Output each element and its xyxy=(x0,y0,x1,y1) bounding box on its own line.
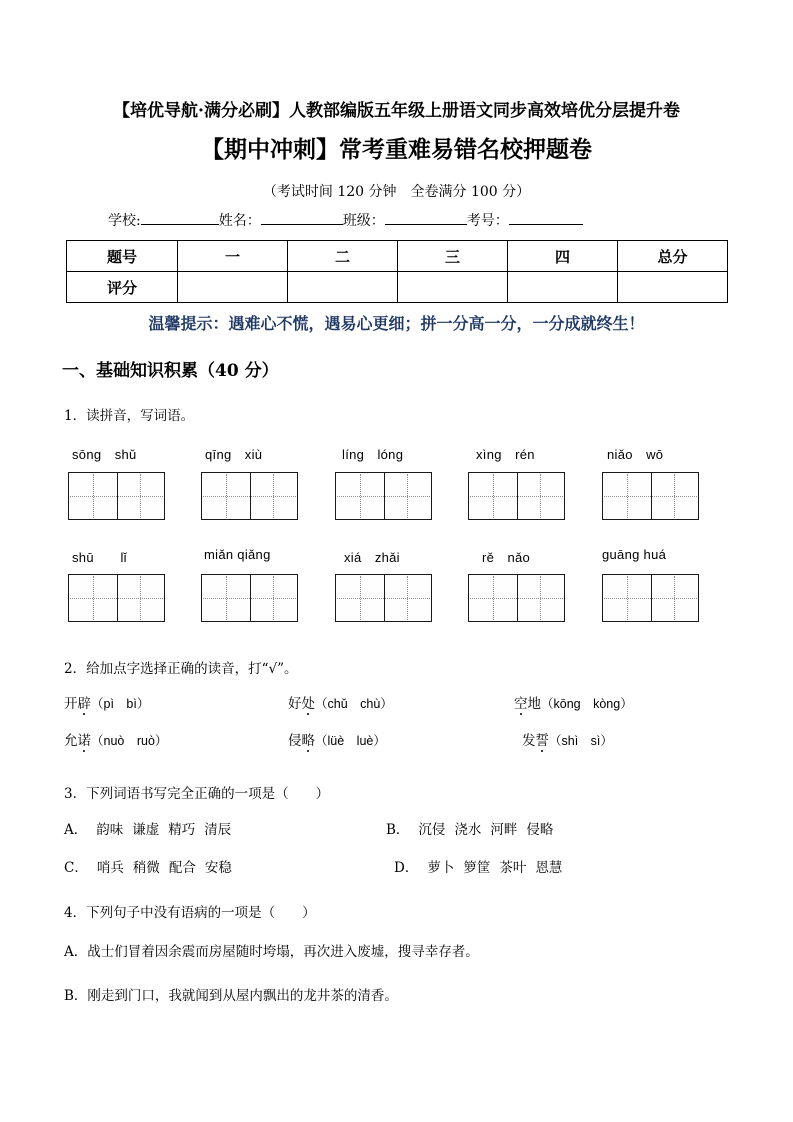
score-table-cell: 总分 xyxy=(618,241,728,272)
dotted-char: 处 xyxy=(302,692,316,712)
score-entry-cell[interactable] xyxy=(618,272,728,303)
option-letter: A． xyxy=(64,944,88,960)
word-tail: 地 xyxy=(527,696,541,712)
option-word: 稍微 xyxy=(132,860,160,876)
exam-info: （考试时间 120 分钟 全卷满分 100 分） xyxy=(262,184,531,200)
option-text: 刚走到门口，我就闻到从屋内飘出的龙井茶的清香。 xyxy=(87,988,398,1004)
pronunciation-choice[interactable] xyxy=(64,692,149,712)
word-plain: 允 xyxy=(64,733,78,749)
name-input[interactable] xyxy=(261,209,343,225)
question-3-options-row-1 xyxy=(64,818,754,838)
exam-no-input[interactable] xyxy=(509,209,583,225)
dotted-char: 略 xyxy=(302,729,316,749)
school-input[interactable] xyxy=(141,209,219,225)
tianzige-row-2 xyxy=(64,574,744,624)
pronunciation-choice[interactable] xyxy=(514,692,633,712)
option-word: 精巧 xyxy=(168,822,196,838)
exam-no-label: 考号： xyxy=(466,213,509,229)
score-table-cell: 题号 xyxy=(67,241,178,272)
pronunciation-choice[interactable] xyxy=(288,729,386,749)
option-word: 配合 xyxy=(168,860,196,876)
option-word: 侵略 xyxy=(526,822,554,838)
score-table-cell: 三 xyxy=(398,241,508,272)
pinyin-label: guāng huá xyxy=(602,547,667,562)
question-2-row-2 xyxy=(64,729,754,751)
score-entry-cell[interactable] xyxy=(508,272,618,303)
option-word: 谦虚 xyxy=(132,822,160,838)
reading-options: （kōng kòng） xyxy=(541,697,633,711)
pinyin-label: sōng shǔ xyxy=(72,447,137,462)
word-plain: 好 xyxy=(288,696,302,712)
score-entry-cell[interactable] xyxy=(398,272,508,303)
identity-line xyxy=(108,209,728,230)
pinyin-row-2 xyxy=(64,547,744,567)
score-table-cell: 评分 xyxy=(67,272,178,303)
option-word: 沉侵 xyxy=(418,822,446,838)
question-2-prompt: 2．给加点字选择正确的读音，打“√”。 xyxy=(64,661,298,677)
series-title: 【培优导航·满分必刷】人教部编版五年级上册语文同步高效培优分层提升卷 xyxy=(113,101,680,121)
question-3-options-row-2 xyxy=(64,856,754,876)
pinyin-label: qīng xiù xyxy=(205,447,263,462)
option-letter: D． xyxy=(394,860,419,876)
table-row xyxy=(67,241,728,272)
tianzige-box[interactable] xyxy=(602,574,699,622)
question-1-prompt: 1．读拼音，写词语。 xyxy=(64,408,195,424)
score-entry-cell[interactable] xyxy=(288,272,398,303)
option-letter: C． xyxy=(64,860,88,876)
table-row xyxy=(67,272,728,303)
option-word: 河畔 xyxy=(490,822,518,838)
pinyin-row-1 xyxy=(64,444,744,464)
paper-title: 【期中冲刺】常考重难易错名校押题卷 xyxy=(201,136,592,163)
reading-options: （pì bì） xyxy=(91,697,150,711)
pronunciation-choice[interactable] xyxy=(522,729,613,749)
tianzige-row-1 xyxy=(64,472,744,522)
tianzige-box[interactable] xyxy=(335,574,432,622)
school-label: 学校: xyxy=(108,213,141,229)
tianzige-box[interactable] xyxy=(68,472,165,520)
question-4-prompt: 4．下列句子中没有语病的一项是（ ） xyxy=(64,905,316,921)
class-label: 班级： xyxy=(342,213,385,229)
option-word: 萝卜 xyxy=(427,860,455,876)
option-b[interactable] xyxy=(386,818,553,838)
dotted-char: 诺 xyxy=(78,729,92,749)
reading-options: （nuò ruò） xyxy=(91,734,168,748)
word-plain: 发 xyxy=(522,733,536,749)
pronunciation-choice[interactable] xyxy=(288,692,393,712)
score-table xyxy=(66,240,728,303)
reading-options: （chǔ chù） xyxy=(315,697,393,711)
option-word: 安稳 xyxy=(204,860,232,876)
option-d[interactable] xyxy=(394,856,562,876)
tianzige-box[interactable] xyxy=(468,574,565,622)
score-table-cell: 四 xyxy=(508,241,618,272)
score-entry-cell[interactable] xyxy=(178,272,288,303)
dotted-char: 誓 xyxy=(536,729,550,749)
option-word: 恩慧 xyxy=(535,860,563,876)
option-word: 浇水 xyxy=(454,822,482,838)
option-word: 韵味 xyxy=(96,822,124,838)
tianzige-box[interactable] xyxy=(201,472,298,520)
option-word: 茶叶 xyxy=(499,860,527,876)
question-3-prompt: 3．下列词语书写完全正确的一项是（ ） xyxy=(64,786,330,802)
question-4-option-a-row xyxy=(64,940,754,960)
option-letter: B． xyxy=(64,988,88,1004)
pinyin-label: rě nǎo xyxy=(482,550,531,565)
option-a[interactable] xyxy=(64,940,479,960)
class-input[interactable] xyxy=(385,209,467,225)
question-4-option-b-row xyxy=(64,984,754,1004)
score-table-cell: 二 xyxy=(288,241,398,272)
tianzige-box[interactable] xyxy=(468,472,565,520)
pronunciation-choice[interactable] xyxy=(64,729,167,749)
score-table-cell: 一 xyxy=(178,241,288,272)
dotted-char: 空 xyxy=(514,692,528,712)
option-b[interactable] xyxy=(64,984,398,1004)
tianzige-box[interactable] xyxy=(68,574,165,622)
section-heading-1: 一、基础知识积累（40 分） xyxy=(62,361,279,381)
tianzige-box[interactable] xyxy=(602,472,699,520)
option-word: 哨兵 xyxy=(96,860,124,876)
option-word: 清辰 xyxy=(204,822,232,838)
reading-options: （lüè luè） xyxy=(315,734,386,748)
pinyin-label: xìng rén xyxy=(476,447,535,462)
option-c[interactable] xyxy=(64,856,232,876)
question-2-row-1 xyxy=(64,692,754,714)
option-word: 箩筐 xyxy=(463,860,491,876)
option-a[interactable] xyxy=(64,818,231,838)
pinyin-label: shū lǐ xyxy=(72,550,127,565)
option-text: 战士们冒着因余震而房屋随时垮塌，再次进入废墟，搜寻幸存者。 xyxy=(87,944,479,960)
tianzige-box[interactable] xyxy=(335,472,432,520)
word-plain: 开 xyxy=(64,696,78,712)
reading-options: （shì sì） xyxy=(549,734,613,748)
option-letter: A． xyxy=(64,822,88,838)
dotted-char: 辟 xyxy=(78,692,92,712)
tianzige-box[interactable] xyxy=(201,574,298,622)
pinyin-label: niǎo wō xyxy=(607,447,664,462)
pinyin-label: miǎn qiǎng xyxy=(204,547,271,562)
warm-tip: 温馨提示：遇难心不慌，遇易心更细；拼一分高一分，一分成就终生！ xyxy=(148,314,645,333)
word-plain: 侵 xyxy=(288,733,302,749)
option-letter: B． xyxy=(386,822,410,838)
pinyin-label: líng lóng xyxy=(342,447,404,462)
name-label: 姓名： xyxy=(218,213,261,229)
pinyin-label: xiá zhǎi xyxy=(344,550,400,565)
